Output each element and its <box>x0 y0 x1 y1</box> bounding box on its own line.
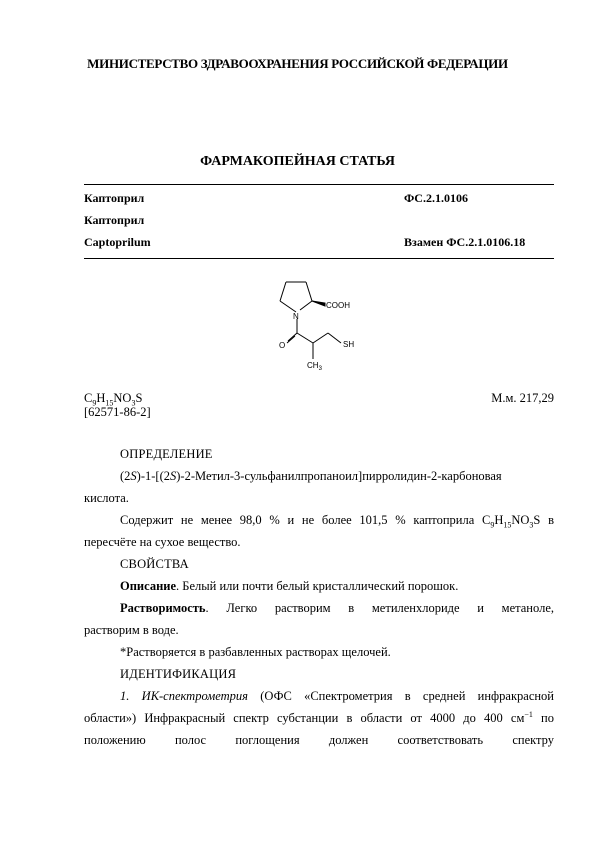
solubility-paragraph: Растворимость. Легко растворим в метиленхлориде и метаноле, <box>120 601 554 615</box>
structural-formula <box>262 275 372 375</box>
ir-paragraph-line2: области») Инфракрасный спектр субстанции в области от 4000 до 400 $см^{-1}$ по <box>84 709 554 725</box>
group-cooh: COOH <box>326 301 350 310</box>
section-heading-definition: ОПРЕДЕЛЕНИЕ <box>120 447 213 461</box>
molecular-weight: М.м. 217,29 <box>491 391 554 405</box>
section-heading-identification: ИДЕНТИФИКАЦИЯ <box>120 667 237 681</box>
monograph-body <box>84 443 554 751</box>
content-paragraph-end: пересчёте на сухое вещество. <box>84 535 241 549</box>
name-russian-secondary: Каптоприл <box>84 213 145 227</box>
cas-number: [62571-86-2] <box>84 405 151 419</box>
name-russian-primary: Каптоприл <box>84 191 145 205</box>
ministry-header: МИНИСТЕРСТВО ЗДРАВООХРАНЕНИЯ РОССИЙСКОЙ ФЕДЕРАЦИИ <box>87 56 508 71</box>
atom-o: O <box>279 341 286 350</box>
definition-paragraph: (2S)-1-[(2S)-2-Метил-3-сульфанилпропаноил]пирролидин-2-карбоновая <box>120 469 502 483</box>
name-latin: Captoprilum <box>84 235 151 249</box>
group-sh: SH <box>343 340 355 349</box>
atom-n: N <box>293 312 299 321</box>
document-title: ФАРМАКОПЕЙНАЯ СТАТЬЯ <box>200 154 395 169</box>
molecular-formula: $C_9H_{15}NO_3S$ <box>84 391 143 408</box>
replaces-code: Взамен ФС.2.1.0106.18 <box>404 235 526 249</box>
solubility-paragraph-end: растворим в воде. <box>84 623 179 637</box>
top-divider <box>84 184 554 185</box>
alkali-solubility-note: *Растворяется в разбавленных растворах щелочей. <box>120 645 391 659</box>
ir-paragraph-line3: положению полос поглощения должен соответствовать спектру <box>84 733 554 747</box>
content-paragraph: Содержит не менее 98,0 % и не более 101,5 % каптоприла $C_9H_{15}NO_3S$ в <box>120 513 554 530</box>
monograph-code: ФС.2.1.0106 <box>404 191 468 205</box>
description-paragraph: Описание. Белый или почти белый кристаллический порошок. <box>120 579 459 593</box>
definition-paragraph-end: кислота. <box>84 491 129 505</box>
group-ch3: $CH_3$ <box>307 361 322 372</box>
section-heading-properties: СВОЙСТВА <box>120 557 189 571</box>
bottom-divider <box>84 258 554 259</box>
ir-paragraph: 1. ИК-спектрометрия (ОФС «Спектрометрия в средней инфракрасной <box>120 689 554 703</box>
